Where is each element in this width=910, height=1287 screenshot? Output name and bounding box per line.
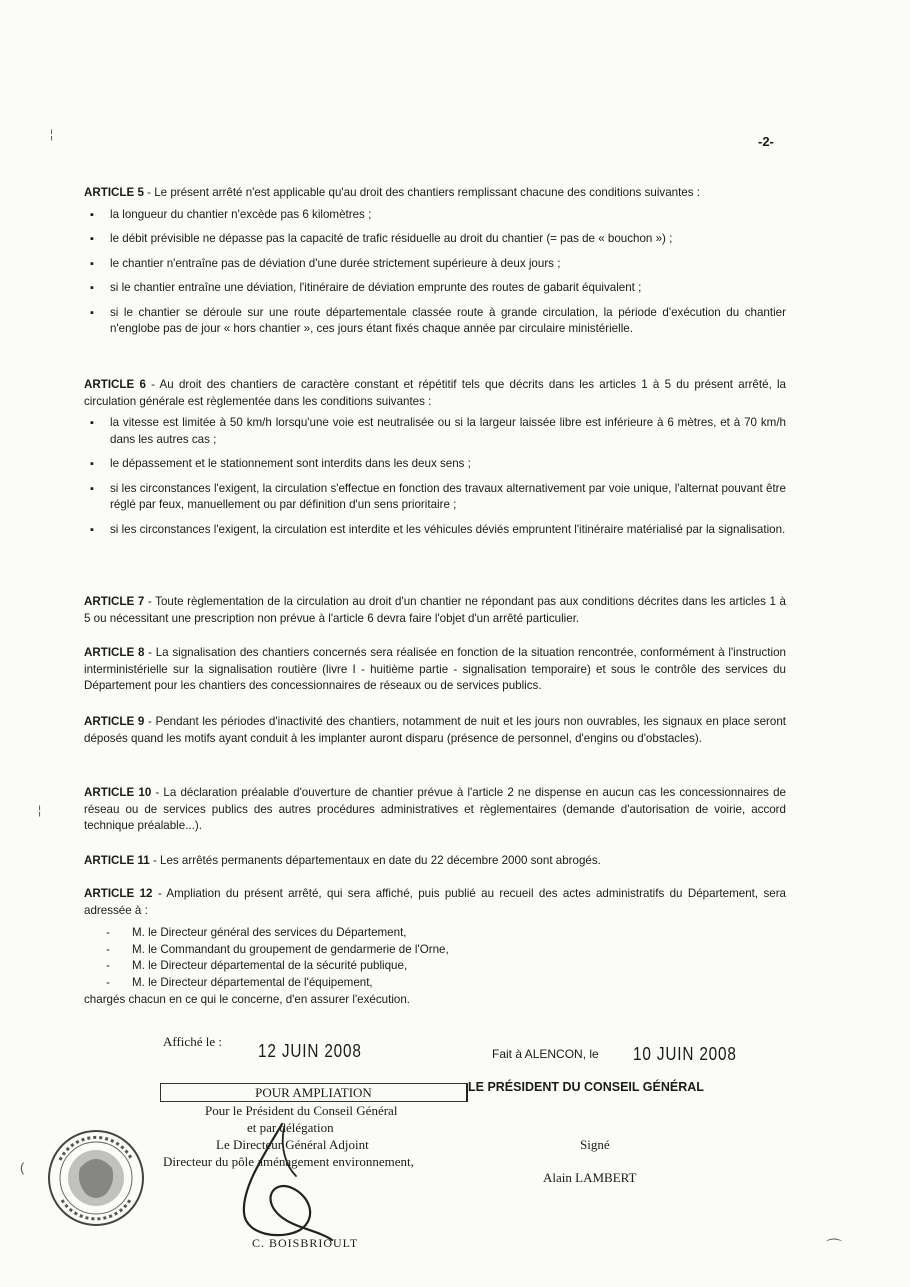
delegation-line-1: Pour le Président du Conseil Général — [205, 1103, 398, 1118]
fait-label: Fait à ALENCON, le — [492, 1047, 599, 1061]
signed-label: Signé — [580, 1137, 610, 1152]
article-5-label: ARTICLE 5 — [84, 186, 144, 199]
article-9-text: - Pendant les périodes d'inactivité des chantiers, notamment de nuit et les jours non ouvrables, les signaux en place seront déposés quand les motifs ayant conduit à les implanter auront disparu (présence de personnel, d'engins ou d'obstacles). — [84, 715, 787, 745]
article-8-text: - La signalisation des chantiers concernés sera réalisée en fonction de la situation rencontrée, conformément à l'instruction interministérielle sur la signalisation routière (livre I - huitième partie - signalisation temporaire) et sous le contrôle des services du Département pour les chantiers des concessionnaires de réseaux ou de services publics. — [84, 646, 786, 692]
delegation-line-2: et par délégation — [247, 1120, 334, 1135]
handwritten-signature-icon — [222, 1118, 352, 1246]
scan-mark-bottom-right: ⌒ — [826, 1239, 843, 1256]
article-8 — [84, 645, 786, 695]
article-7-text: - Toute règlementation de la circulation au droit d'un chantier ne répondant pas aux conditions décrites dans les articles 1 à 5 ou nécessitant une prescription non prévue à l'article 6 devra faire l'objet d'un arrêté particulier. — [84, 595, 786, 625]
article-6-list — [84, 415, 786, 538]
margin-mark-middle: ¦ — [38, 803, 42, 817]
article-6-label: ARTICLE 6 — [84, 378, 146, 391]
margin-mark-top: ¦ — [50, 127, 54, 141]
list-item: ▪ le dépassement et le stationnement sont interdits dans les deux sens ; — [84, 456, 786, 473]
scan-mark-left: ( — [20, 1160, 25, 1175]
list-item: ▪ le débit prévisible ne dépasse pas la capacité de trafic résiduelle au droit du chantier (= pas de « bouchon ») ; — [84, 231, 786, 248]
list-item: - M. le Directeur départemental de la sécurité publique, — [84, 958, 786, 975]
article-9-label: ARTICLE 9 — [84, 715, 145, 728]
article-12-recipients — [84, 925, 786, 991]
article-9 — [84, 714, 786, 747]
article-11-text: - Les arrêtés permanents départementaux en date du 22 décembre 2000 sont abrogés. — [149, 854, 601, 867]
article-12 — [84, 886, 786, 1009]
article-7-label: ARTICLE 7 — [84, 595, 145, 608]
president-title: LE PRÉSIDENT DU CONSEIL GÉNÉRAL — [468, 1080, 704, 1094]
official-seal-icon — [40, 1120, 152, 1236]
article-12-label: ARTICLE 12 — [84, 887, 153, 900]
article-6 — [84, 377, 786, 546]
article-12-text: - Ampliation du présent arrêté, qui sera affiché, puis publié au recueil des actes administratifs du Département, sera adressée à : — [84, 887, 786, 917]
delegation-line-4: Directeur du pôle aménagement environnement, — [163, 1154, 414, 1169]
affiche-date: 12 JUIN 2008 — [258, 1041, 362, 1061]
article-5-text: - Le présent arrêté n'est applicable qu'au droit des chantiers remplissant chacune des conditions suivantes : — [143, 186, 700, 199]
article-10 — [84, 785, 786, 835]
article-11-label: ARTICLE 11 — [84, 854, 150, 867]
article-8-label: ARTICLE 8 — [84, 646, 145, 659]
president-name: Alain LAMBERT — [543, 1170, 637, 1185]
article-5 — [84, 185, 786, 346]
fait-date: 10 JUIN 2008 — [633, 1044, 737, 1064]
list-item: ▪ si le chantier entraîne une déviation, l'itinéraire de déviation emprunte des routes de gabarit équivalent ; — [84, 280, 786, 297]
list-item: ▪ la vitesse est limitée à 50 km/h lorsqu'une voie est neutralisée ou si la largeur laissée libre est inférieure à 6 mètres, et à 70 km/h dans les autres cas ; — [84, 415, 786, 448]
list-item: ▪ si le chantier se déroule sur une route départementale classée route à grande circulation, la période d'exécution du chantier n'englobe pas de jour « hors chantier », ces jours étant fixés chaque année par circulaire ministérielle. — [84, 305, 786, 338]
article-10-text: - La déclaration préalable d'ouverture de chantier prévue à l'article 2 ne dispense en aucun cas les concessionnaires de réseau ou de services publics des autres procédures administratives et règlementaires (demande d'autorisation de voirie, accord technique préalable...). — [84, 786, 786, 832]
list-item: - M. le Directeur général des services du Département, — [84, 925, 786, 942]
article-5-list — [84, 207, 786, 338]
affiche-label: Affiché le : — [163, 1034, 222, 1049]
list-item: ▪ si les circonstances l'exigent, la circulation est interdite et les véhicules déviés empruntent l'itinéraire matérialisé par la signalisation. — [84, 522, 786, 539]
article-11 — [84, 853, 786, 870]
ampliation-box — [160, 1083, 468, 1102]
article-7 — [84, 594, 786, 627]
ampliation-label: POUR AMPLIATION — [255, 1085, 372, 1100]
stamp-signatory-name: C. BOISBRIOULT — [252, 1236, 359, 1250]
list-item: ▪ si les circonstances l'exigent, la circulation s'effectue en fonction des travaux alternativement par voie unique, l'alternat pouvant être réglé par feux, manuellement ou par définition d'un sens prioritaire ; — [84, 481, 786, 514]
article-10-label: ARTICLE 10 — [84, 786, 152, 799]
list-item: - M. le Directeur départemental de l'équipement, — [84, 975, 786, 992]
list-item: - M. le Commandant du groupement de gendarmerie de l'Orne, — [84, 942, 786, 959]
list-item: ▪ le chantier n'entraîne pas de déviation d'une durée strictement supérieure à deux jours ; — [84, 256, 786, 273]
delegation-line-3: Le Directeur Général Adjoint — [216, 1137, 369, 1152]
list-item: ▪ la longueur du chantier n'excède pas 6 kilomètres ; — [84, 207, 786, 224]
page-number: -2- — [758, 134, 774, 149]
article-12-closing: chargés chacun en ce qui le concerne, d'en assurer l'exécution. — [84, 993, 411, 1006]
article-6-text: - Au droit des chantiers de caractère constant et répétitif tels que décrits dans les articles 1 à 5 du présent arrêté, la circulation générale est règlementée dans les conditions suivantes : — [84, 378, 786, 408]
